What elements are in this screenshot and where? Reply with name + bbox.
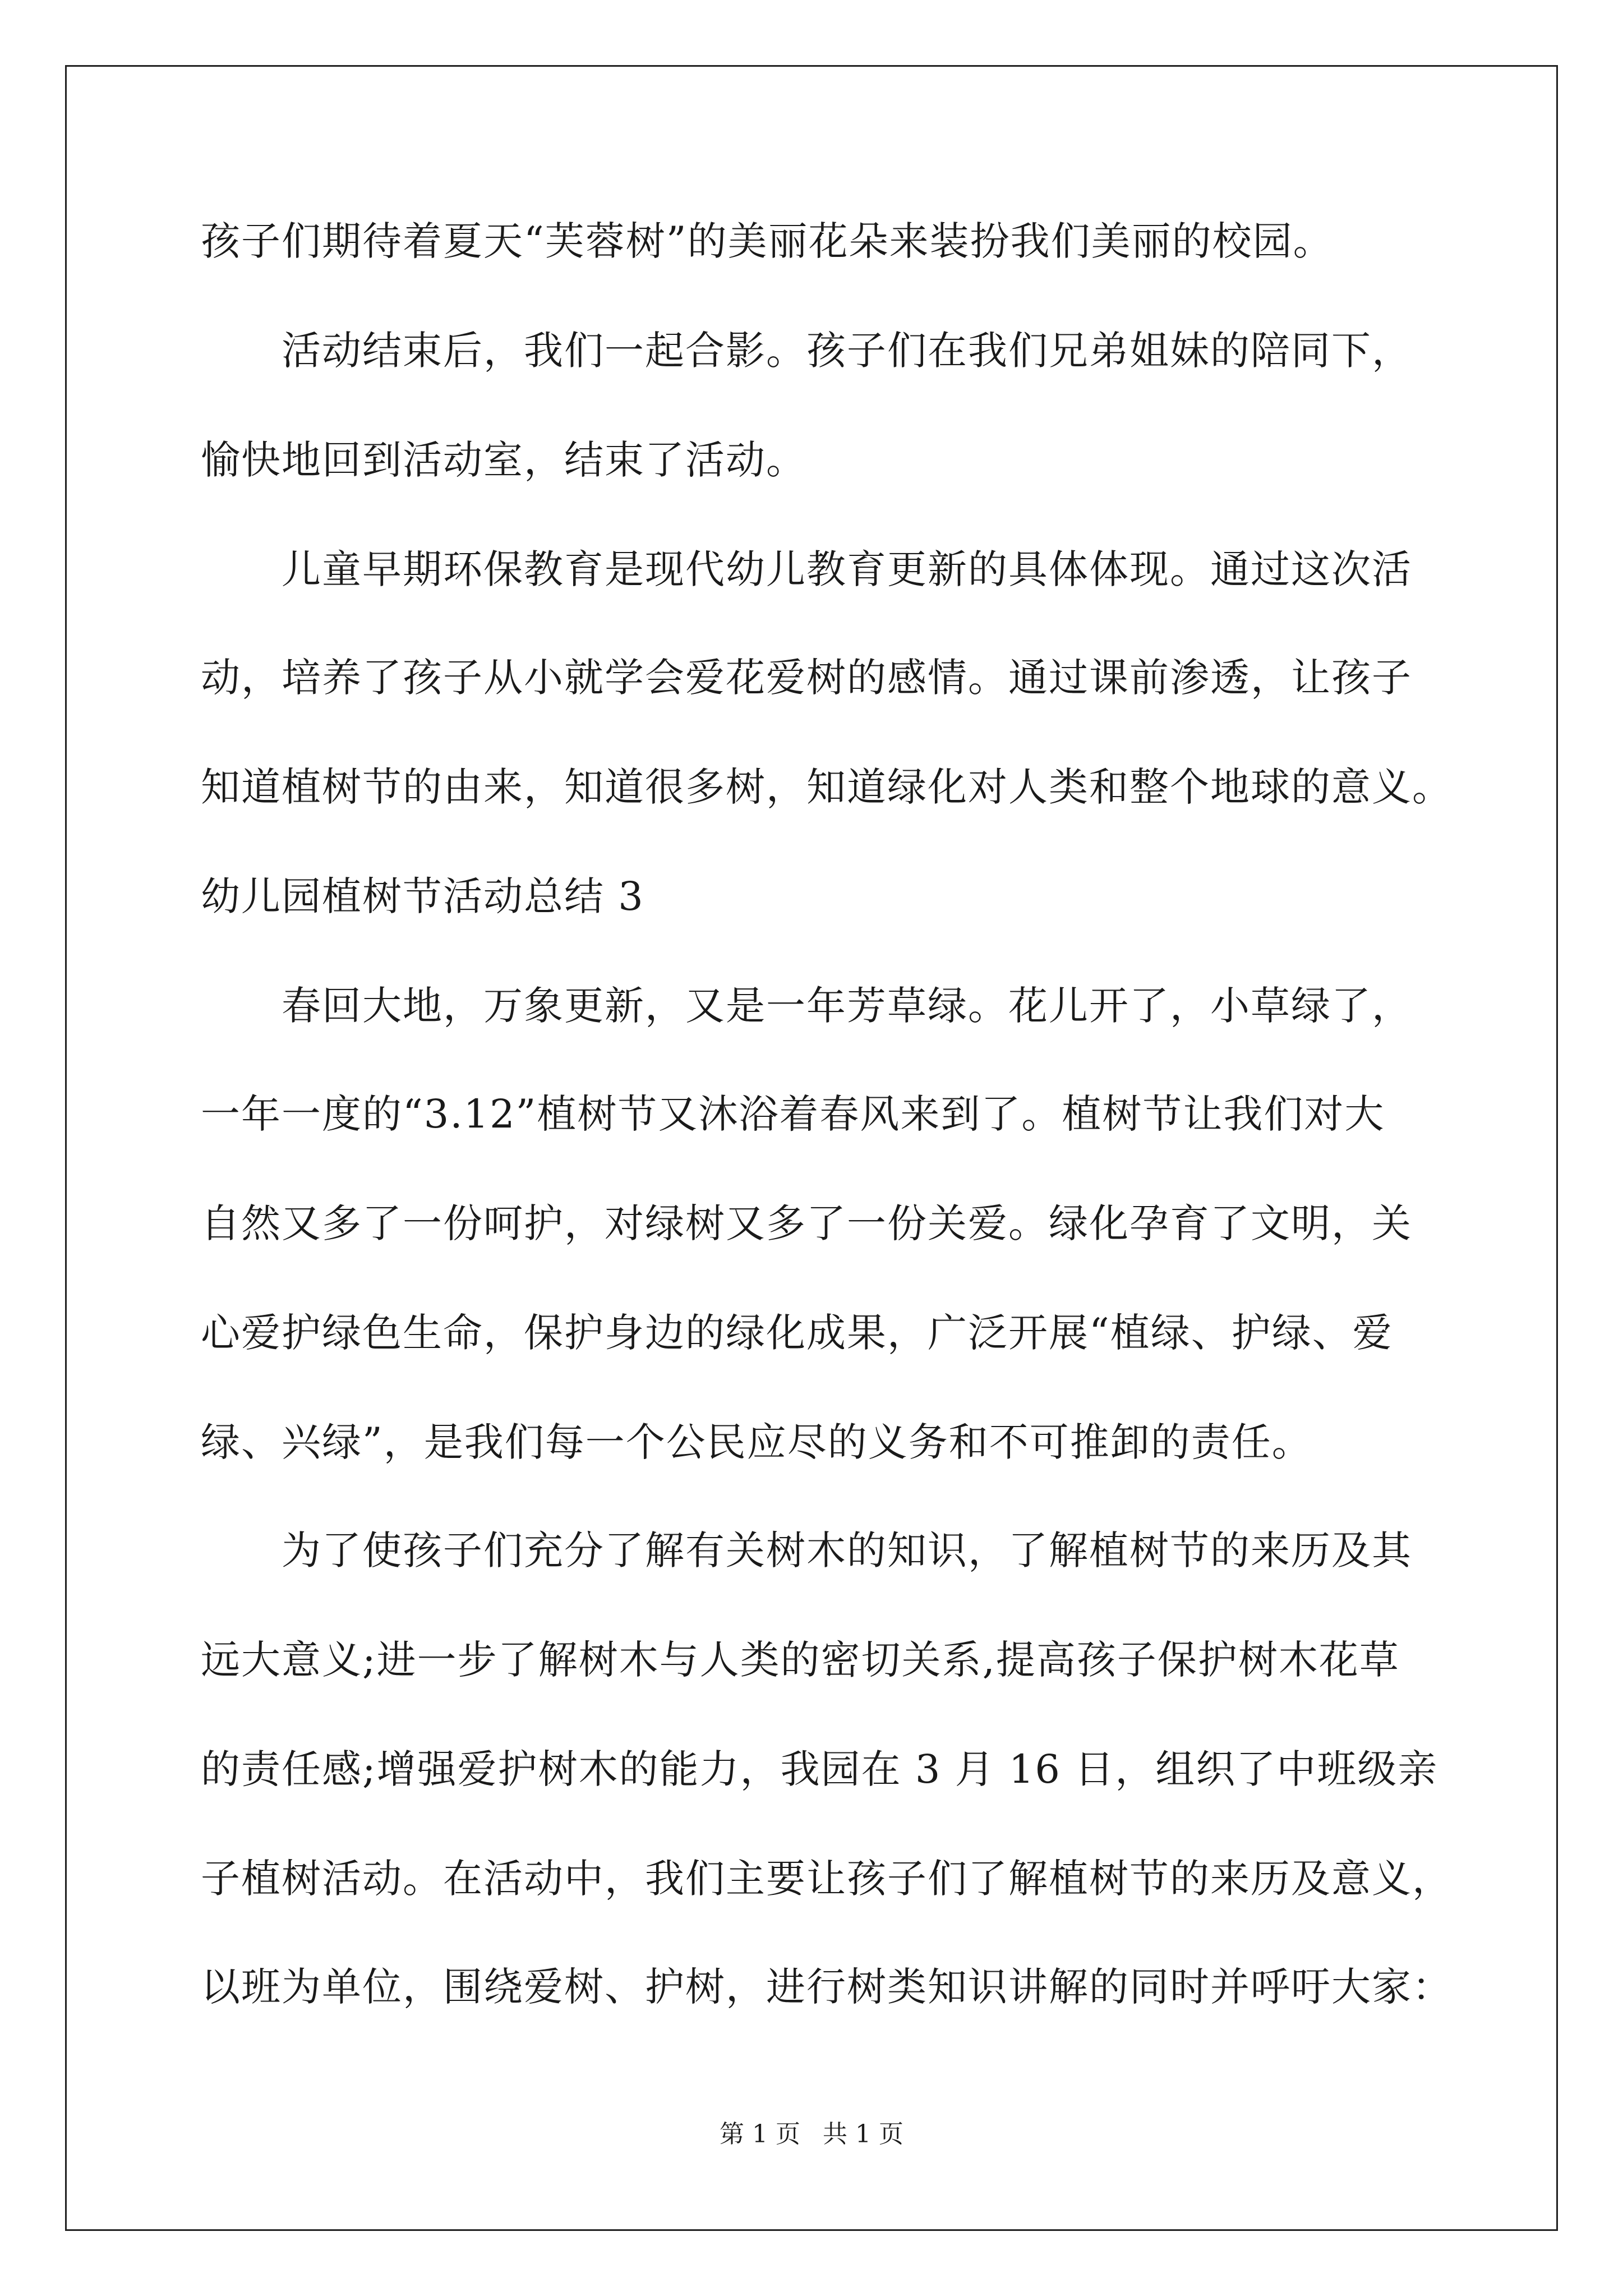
paragraph-line: 活动结束后，我们一起合影。孩子们在我们兄弟姐妹的陪同下， bbox=[282, 328, 1412, 374]
paragraph-line: 愉快地回到活动室，结束了活动。 bbox=[201, 437, 806, 483]
paragraph-line: 一年一度的“3.12”植树节又沐浴着春风来到了。植树节让我们对大 bbox=[201, 1091, 1385, 1137]
page-footer bbox=[0, 2118, 1623, 2151]
paragraph-line: 绿、兴绿”，是我们每一个公民应尽的义务和不可推卸的责任。 bbox=[201, 1419, 1312, 1465]
paragraph-line: 子植树活动。在活动中，我们主要让孩子们了解植树节的来历及意义， bbox=[201, 1856, 1453, 1902]
paragraph-line: 知道植树节的由来，知道很多树，知道绿化对人类和整个地球的意义。 bbox=[201, 764, 1453, 810]
page-total: 共 1 页 bbox=[823, 2120, 903, 2148]
page-number: 第 1 页 bbox=[720, 2120, 800, 2148]
paragraph-line: 儿童早期环保教育是现代幼儿教育更新的具体体现。通过这次活 bbox=[282, 546, 1412, 592]
paragraph-line: 动，培养了孩子从小就学会爱花爱树的感情。通过课前渗透，让孩子 bbox=[201, 655, 1412, 701]
paragraph-line: 心爱护绿色生命，保护身边的绿化成果，广泛开展“植绿、护绿、爱 bbox=[201, 1310, 1393, 1356]
paragraph-line: 以班为单位，围绕爱树、护树，进行树类知识讲解的同时并呼吁大家： bbox=[201, 1964, 1453, 2010]
section-heading: 幼儿园植树节活动总结 3 bbox=[201, 873, 644, 919]
paragraph-line: 的责任感;增强爱护树木的能力，我园在 3 月 16 日，组织了中班级亲 bbox=[201, 1746, 1438, 1792]
paragraph-line: 孩子们期待着夏天“芙蓉树”的美丽花朵来装扮我们美丽的校园。 bbox=[201, 218, 1334, 264]
paragraph-line: 自然又多了一份呵护，对绿树又多了一份关爱。绿化孕育了文明，关 bbox=[201, 1200, 1412, 1246]
paragraph-line: 远大意义;进一步了解树木与人类的密切关系,提高孩子保护树木花草 bbox=[201, 1637, 1400, 1683]
paragraph-line: 春回大地，万象更新，又是一年芳草绿。花儿开了，小草绿了， bbox=[282, 983, 1412, 1029]
paragraph-line: 为了使孩子们充分了解有关树木的知识，了解植树节的来历及其 bbox=[282, 1527, 1412, 1573]
